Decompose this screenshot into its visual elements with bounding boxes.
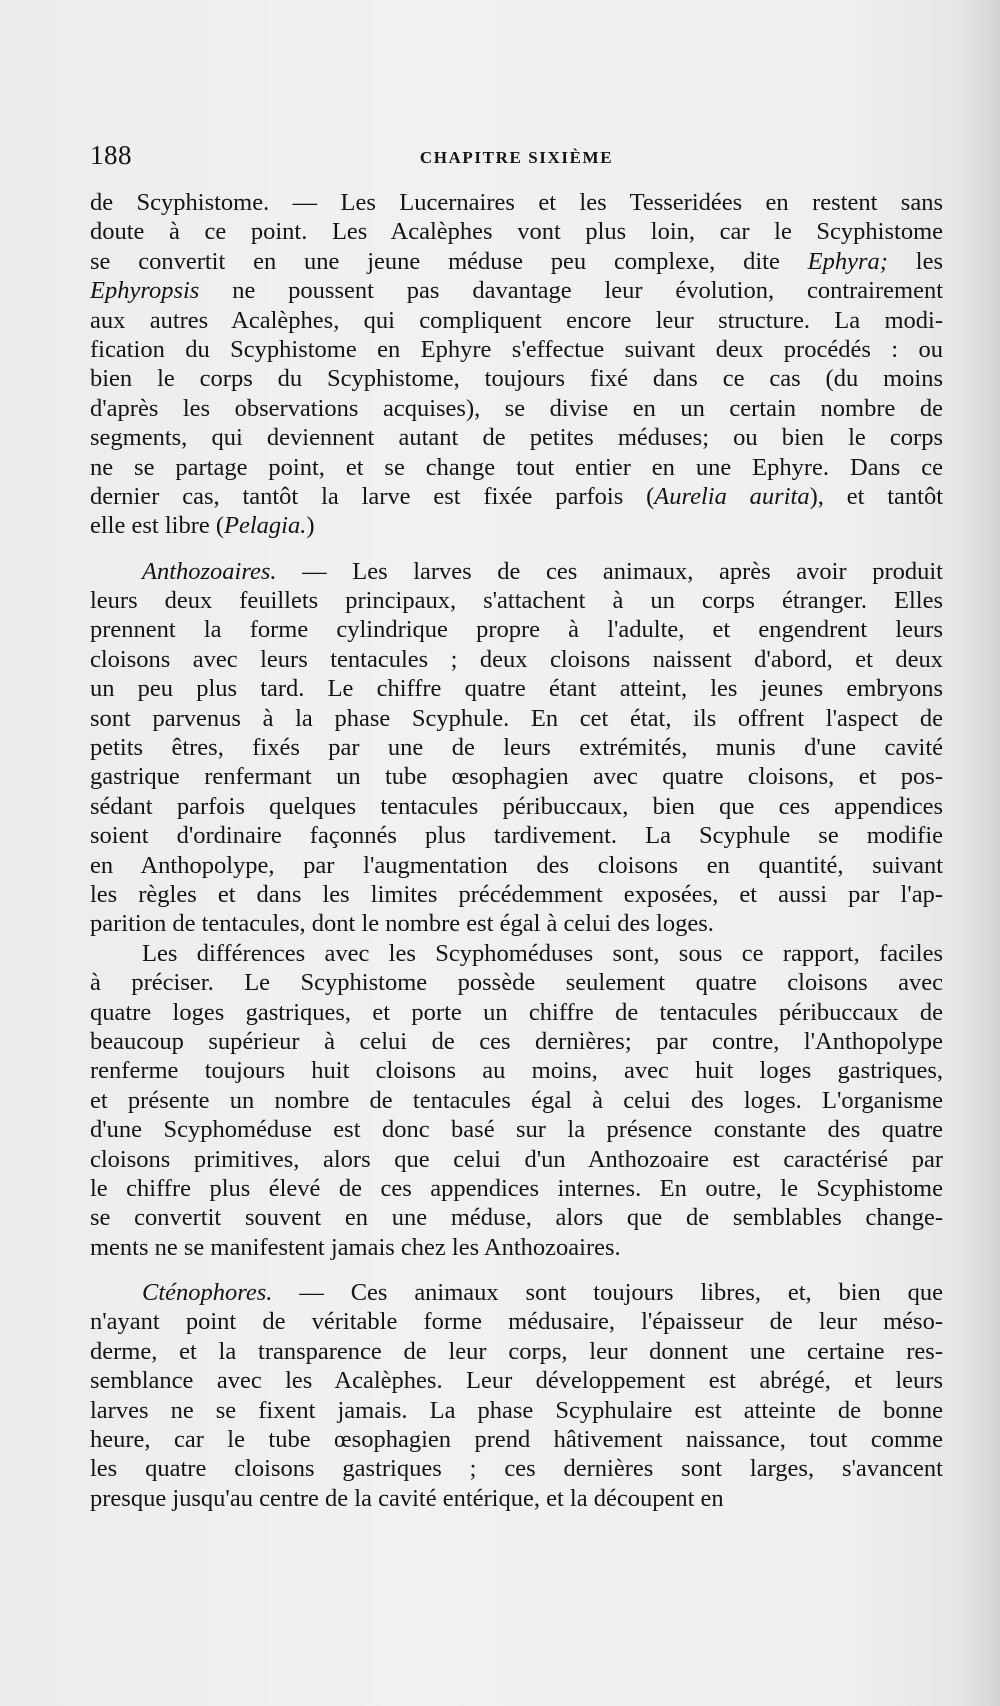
text-line — [90, 276, 943, 305]
italic-term: Aurelia aurita — [654, 482, 810, 510]
text-run: elle est libre ( — [90, 512, 225, 540]
text-run: sédant parfois quelques tentacules péribuccaux, bien que ces appendices — [90, 792, 943, 820]
paragraph-p1 — [90, 188, 943, 541]
text-run: en Anthopolype, par l'augmentation des cloisons en quantité, suivant — [90, 851, 943, 879]
text-line — [90, 364, 943, 393]
text-run: dernier cas, tantôt la larve est fixée parfois ( — [90, 482, 655, 510]
text-line — [90, 674, 943, 703]
text-line — [90, 453, 943, 482]
text-run: ments ne se manifestent jamais chez les Anthozoaires. — [90, 1233, 621, 1261]
running-head: CHAPITRE SIXIÈME — [419, 148, 614, 167]
text-line — [90, 306, 943, 335]
text-line — [90, 851, 943, 880]
text-line — [90, 1366, 943, 1395]
text-run: semblance avec les Acalèphes. Leur développement est abrégé, et leurs — [90, 1367, 943, 1395]
text-run: larves ne se fixent jamais. La phase Scyphulaire est atteinte de bonne — [90, 1396, 943, 1424]
text-line — [90, 423, 943, 452]
paragraph-p2 — [90, 557, 943, 939]
text-run: le chiffre plus élevé de ces appendices internes. En outre, le Scyphistome — [90, 1174, 943, 1202]
text-line — [90, 792, 943, 821]
text-run: ), et tantôt — [809, 482, 943, 510]
text-run: ne poussent pas davantage leur évolution, contrairement — [199, 277, 943, 305]
text-run: cloisons avec leurs tentacules ; deux cloisons naissent d'abord, et deux — [90, 645, 943, 673]
text-line — [90, 615, 943, 644]
text-line — [90, 394, 943, 423]
page-number: 188 — [90, 140, 132, 170]
text-run: sont parvenus à la phase Scyphule. En cet état, ils offrent l'aspect de — [90, 704, 943, 732]
italic-term: Ephyra; — [807, 247, 888, 275]
text-run: les règles et dans les limites précédemment exposées, et aussi par l'ap- — [90, 880, 943, 908]
text-run: prennent la forme cylindrique propre à l'adulte, et engendrent leurs — [90, 616, 943, 644]
text-line — [90, 762, 943, 791]
text-run: quatre loges gastriques, et porte un chiffre de tentacules péribuccaux de — [90, 998, 943, 1026]
text-run: et présente un nombre de tentacules égal à celui des loges. L'organisme — [90, 1086, 943, 1114]
text-run: de Scyphistome. — Les Lucernaires et les Tesseridées en restent sans — [90, 189, 943, 216]
text-run: bien le corps du Scyphistome, toujours fixé dans ce cas (du moins — [90, 365, 943, 393]
text-run: d'après les observations acquises), se divise en un certain nombre de — [90, 394, 943, 422]
italic-term: Anthozoaires. — [142, 557, 277, 585]
text-line — [90, 645, 943, 674]
text-line — [90, 1056, 943, 1085]
text-line — [90, 188, 943, 217]
text-line — [90, 998, 943, 1027]
text-line — [90, 557, 943, 586]
text-line — [90, 733, 943, 762]
text-run: un peu plus tard. Le chiffre quatre étant atteint, les jeunes embryons — [90, 675, 943, 703]
italic-term: Cténophores. — [142, 1279, 273, 1307]
text-line — [90, 1278, 943, 1307]
paragraph-p4 — [90, 1278, 943, 1513]
text-run: à préciser. Le Scyphistome possède seulement quatre cloisons avec — [90, 969, 943, 997]
italic-term: Ephyropsis — [90, 277, 200, 305]
text-run: presque jusqu'au centre de la cavité entérique, et la découpent en — [90, 1484, 724, 1512]
text-line — [90, 482, 943, 511]
paragraph-gap — [90, 1262, 943, 1278]
text-line — [90, 704, 943, 733]
text-run: soient d'ordinaire façonnés plus tardivement. La Scyphule se modifie — [90, 822, 943, 850]
text-run: cloisons primitives, alors que celui d'un Anthozoaire est caractérisé par — [90, 1145, 943, 1173]
text-line — [90, 1203, 943, 1232]
text-line — [90, 968, 943, 997]
text-line — [90, 939, 943, 968]
text-run: n'ayant point de véritable forme médusaire, l'épaisseur de leur méso- — [90, 1308, 943, 1336]
text-run: les quatre cloisons gastriques ; ces dernières sont larges, s'avancent — [90, 1455, 943, 1483]
text-line — [90, 1337, 943, 1366]
text-line — [90, 1115, 943, 1144]
text-run: gastrique renfermant un tube œsophagien avec quatre cloisons, et pos- — [90, 763, 943, 791]
text-run: doute à ce point. Les Acalèphes vont plus loin, car le Scyphistome — [90, 218, 943, 246]
text-run: Les différences avec les Scyphoméduses sont, sous ce rapport, faciles — [142, 939, 943, 967]
body-text — [90, 188, 943, 1513]
text-run: — Ces animaux sont toujours libres, et, bien que — [272, 1279, 943, 1307]
text-line — [90, 1174, 943, 1203]
text-run: aux autres Acalèphes, qui compliquent encore leur structure. La modi- — [90, 306, 943, 334]
text-line — [90, 1086, 943, 1115]
text-line — [90, 821, 943, 850]
text-line — [90, 335, 943, 364]
text-run: petits êtres, fixés par une de leurs extrémités, munis d'une cavité — [90, 734, 943, 762]
text-line — [90, 1425, 943, 1454]
text-run: ) — [306, 512, 315, 540]
text-line — [90, 247, 943, 276]
text-run: beaucoup supérieur à celui de ces dernières; par contre, l'Anthopolype — [90, 1027, 943, 1055]
paragraph-p3 — [90, 939, 943, 1262]
text-line — [90, 880, 943, 909]
text-line — [90, 586, 943, 615]
text-run: renferme toujours huit cloisons au moins, avec huit loges gastriques, — [90, 1057, 943, 1085]
text-line — [90, 1145, 943, 1174]
text-line — [90, 217, 943, 246]
text-line — [90, 1454, 943, 1483]
text-run: — Les larves de ces animaux, après avoir produit — [276, 557, 943, 585]
page-header — [90, 140, 943, 180]
text-run: les — [887, 247, 943, 275]
text-line — [90, 1484, 943, 1513]
text-line — [90, 1027, 943, 1056]
text-run: derme, et la transparence de leur corps, leur donnent une certaine res- — [90, 1337, 943, 1365]
text-run: heure, car le tube œsophagien prend hâtivement naissance, tout comme — [90, 1426, 943, 1454]
page-gutter-shadow — [960, 0, 1000, 1706]
text-run: fication du Scyphistome en Ephyre s'effectue suivant deux procédés : ou — [90, 335, 943, 363]
paragraph-gap — [90, 541, 943, 557]
text-line — [90, 511, 943, 540]
text-run: se convertit souvent en une méduse, alors que de semblables change- — [90, 1204, 943, 1232]
text-run: segments, qui deviennent autant de petites méduses; ou bien le corps — [90, 424, 943, 452]
text-run: parition de tentacules, dont le nombre est égal à celui des loges. — [90, 910, 714, 938]
text-run: leurs deux feuillets principaux, s'attachent à un corps étranger. Elles — [90, 587, 943, 615]
text-run: ne se partage point, et se change tout entier en une Ephyre. Dans ce — [90, 453, 943, 481]
text-run: se convertit en une jeune méduse peu complexe, dite — [90, 247, 808, 275]
text-line — [90, 1307, 943, 1336]
italic-term: Pelagia. — [224, 512, 307, 540]
text-line — [90, 909, 943, 938]
text-line — [90, 1233, 943, 1262]
text-run: d'une Scyphoméduse est donc basé sur la présence constante des quatre — [90, 1116, 943, 1144]
text-line — [90, 1396, 943, 1425]
